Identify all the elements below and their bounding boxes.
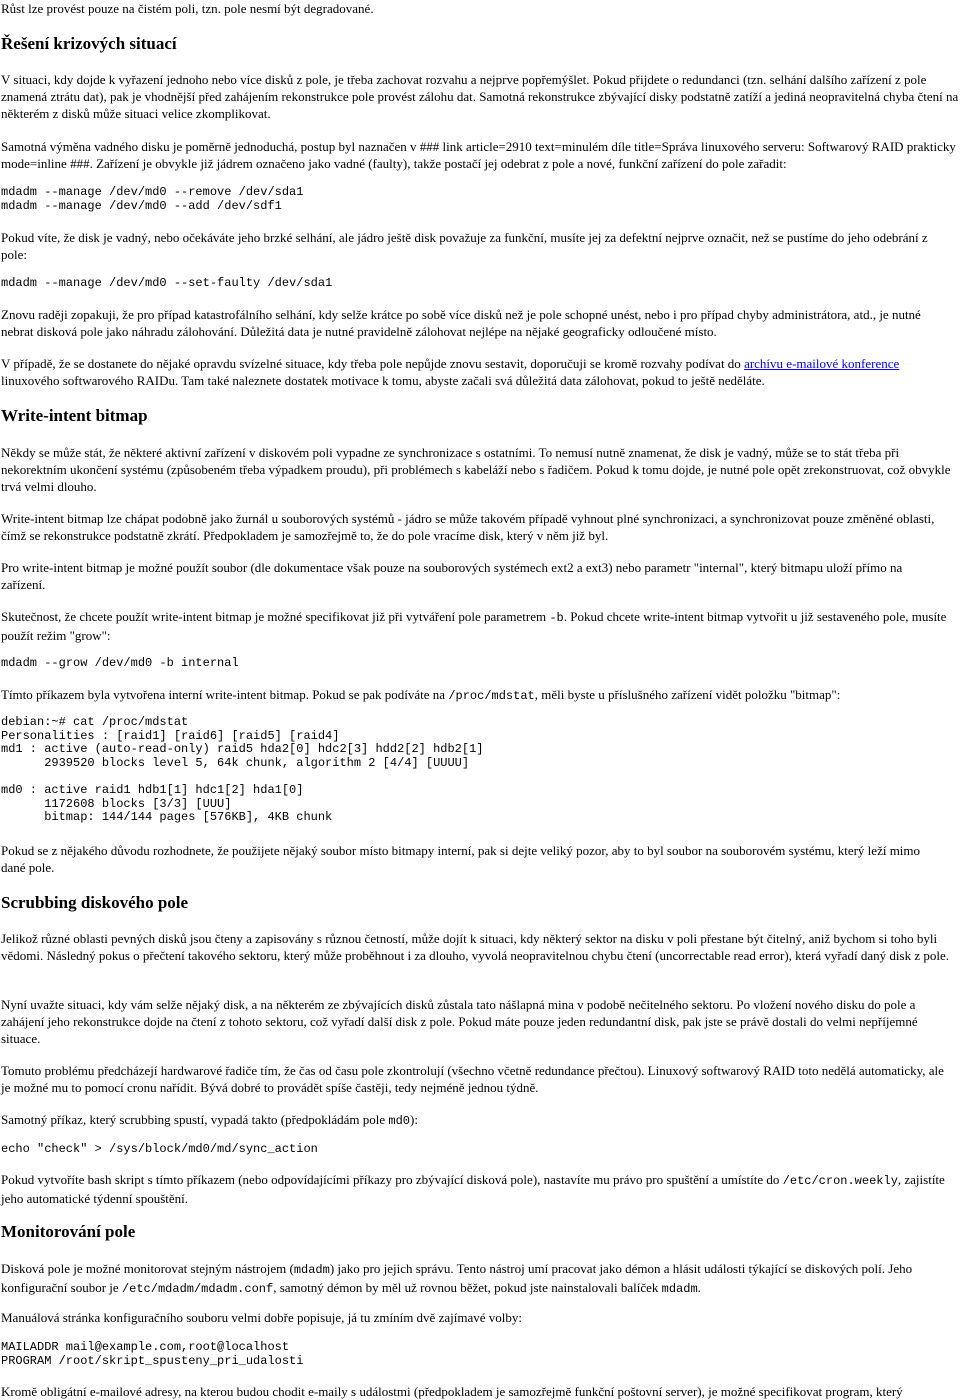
- paragraph-monitor-2: Manuálová stránka konfiguračního souboru velmi dobře popisuje, já tu zmíním dvě zajímavé volby:: [1, 1310, 522, 1325]
- inline-code: /etc/cron.weekly: [782, 1174, 898, 1188]
- code-mdstat-output: debian:~# cat /proc/mdstat Personalities : [raid1] [raid6] [raid5] [raid4] md1 : active (auto-read-only) raid5 hda2[0] hdc2[3] hdd2[2] hdb2[1] 2939520 blocks level 5, 64k chunk, algorithm 2 [4/4] [UUUU] md0 : active raid1 hdb1[1] hdc1[2] hda1[0] 1172608 blocks [3/3] [UUU] bitmap: 144/144 pages [576KB], 4KB chunk: [1, 715, 484, 825]
- paragraph-text: V případě, že se dostanete do nějaké opravdu svízelné situace, kdy třeba pole nepůjde znovu sestavit, doporučuji se kromě rozvahy podívat do: [1, 356, 745, 371]
- paragraph-bitmap-5: [1, 686, 951, 705]
- paragraph-text: linuxového softwarového RAIDu. Tam také naleznete dostatek motivace k tomu, abyste začali svá důležitá data zálohovat, pokud to ještě neděláte.: [1, 373, 765, 388]
- inline-code: /etc/mdadm/mdadm.conf: [121, 1282, 274, 1296]
- paragraph-scrub-3: Tomuto problému předcházejí hardwarové řadiče tím, že čas od času pole zkontrolují (všechno včetně redundance přečtou). Linuxový softwarový RAID toto nedělá automaticky, ale je možné mu to pomocí cronu nařídit. Bývá dobré to provádět spíše častěji, tedy nejméně jednou týdně.: [1, 1063, 944, 1095]
- paragraph-text: Disková pole je možné monitorovat stejným nástrojem (: [1, 1261, 294, 1276]
- heading-crisis: Řešení krizových situací: [1, 34, 177, 53]
- code-scrub-command: echo "check" > /sys/block/md0/md/sync_action: [1, 1142, 318, 1156]
- paragraph-crisis-2: Samotná výměna vadného disku je poměrně jednoduchá, postup byl naznačen v ### link article=2910 text=minulém díle title=Správa linuxového serveru: Softwarový RAID prakticky mode=inline ###. Zařízení je obvykle již jádrem označeno jako vadné (faulty), takže postačí jej odebrat z pole a nové, funkční zařízení do pole zařadit:: [1, 139, 956, 171]
- code-set-faulty: mdadm --manage /dev/md0 --set-faulty /dev/sda1: [1, 276, 333, 290]
- inline-code: md0: [388, 1114, 410, 1128]
- paragraph-bitmap-2: Write-intent bitmap lze chápat podobně jako žurnál u souborových systémů - jádro se může takovém případě vyhnout plné synchronizaci, a synchronizovat pouze změněné oblasti, čímž se rekonstrukce podstatně zkrátí. Předpokladem je samozřejmě to, že do pole vracíme disk, který v něm již byl.: [1, 511, 935, 543]
- paragraph-scrub-2: Nyní uvažte situaci, kdy vám selže nějaký disk, a na některém ze zbývajících disků zůstala tato nášlapná mina v podobě nečitelného sektoru. Po vložení nového disku do pole a zahájení jeho rekonstrukce dojde na čtení z tohoto sektoru, což vyřadí další disk z pole. Pokud máte pouze jeden redundantní disk, pak jste se právě dostali do velmi nepříjemné situace.: [1, 997, 918, 1046]
- paragraph-bitmap-4: [1, 608, 951, 644]
- paragraph-scrub-4: [1, 1111, 959, 1130]
- paragraph-crisis-4: Znovu raději zopakuji, že pro případ katastrofálního selhání, kdy selže krátce po sobě více disků než je pole schopné unést, nebo i pro případ chyby administrátora, atd., je nutné nebrat disková pole jako náhradu zálohování. Důležitá data je nutné pravidelně zálohovat nejlépe na nějaké geograficky odloučené místo.: [1, 307, 921, 339]
- paragraph-bitmap-3: Pro write-intent bitmap je možné použít soubor (dle dokumentace však pouze na souborových systémech ext2 a ext3) nebo parametr "internal", který bitmapu uloží přímo na zařízení.: [1, 560, 903, 592]
- paragraph-text: Samotný příkaz, který scrubbing spustí, vypadá takto (předpokládám pole: [1, 1112, 389, 1127]
- mailing-list-archive-link[interactable]: archívu e-mailové konference: [744, 356, 900, 371]
- inline-code: mdadm: [661, 1282, 698, 1296]
- heading-monitoring: Monitorování pole: [1, 1222, 136, 1241]
- code-grow-bitmap: mdadm --grow /dev/md0 -b internal: [1, 656, 239, 670]
- code-replace-disk: mdadm --manage /dev/md0 --remove /dev/sda1 mdadm --manage /dev/md0 --add /dev/sdf1: [1, 185, 304, 213]
- paragraph-grow-clean: Růst lze provést pouze na čistém poli, tzn. pole nesmí být degradované.: [1, 1, 374, 16]
- inline-code: -b: [549, 611, 564, 625]
- heading-write-intent-bitmap: Write-intent bitmap: [1, 406, 148, 425]
- paragraph-crisis-1: V situaci, kdy dojde k vyřazení jednoho nebo více disků z pole, je třeba zachovat rozvahu a nejprve popřemýšlet. Pokud přijdete o redundanci (tzn. selhání dalšího zařízení z pole znamená ztrátu dat), pak je vhodnější před zahájením rekonstrukce pole provést zálohu dat. Samotná rekonstrukce zbývající disky podstatně zatíží a jediná neopravitelná chyba čtení na některém z disků může situaci velice zkomplikovat.: [1, 72, 959, 121]
- paragraph-scrub-5: [1, 1171, 959, 1207]
- paragraph-text: .: [697, 1280, 701, 1295]
- inline-code: mdadm: [293, 1263, 330, 1277]
- paragraph-text: , samotný démon by měl už rovnou běžet, pokud jste nainstalovali balíček: [273, 1280, 662, 1295]
- paragraph-text: Skutečnost, že chcete použít write-intent bitmap je možné specifikovat již při vytváření pole parametrem: [1, 609, 550, 624]
- heading-scrubbing: Scrubbing diskového pole: [1, 893, 189, 912]
- paragraph-text: , zajistíte jeho automatické týdenní spouštění.: [1, 1172, 945, 1206]
- paragraph-crisis-3: Pokud víte, že disk je vadný, nebo očekáváte jeho brzké selhání, ale jádro ještě disk považuje za funkční, musíte jej za defektní nejprve označit, než se pustíme do jeho odebrání z pole:: [1, 230, 928, 262]
- paragraph-monitor-1: [1, 1260, 959, 1298]
- paragraph-text: Tímto příkazem byla vytvořena interní write-intent bitmap. Pokud se pak podíváte na: [1, 687, 449, 702]
- paragraph-bitmap-1: Někdy se může stát, že některé aktivní zařízení v diskovém poli vypadne ze synchronizace s ostatními. To nemusí nutně znamenat, že disk je vadný, může se to stát třeba při nekorektním ukončení systému (způsobeném třeba výpadkem proudu), při problémech s kabeláží nebo s řadičem. Pokud k tomu dojde, je nutné pole opět zrekonstruovat, což obvykle trvá velmi dlouho.: [1, 445, 951, 494]
- code-mdadm-conf: MAILADDR mail@example.com,root@localhost PROGRAM /root/skript_spusteny_pri_udalosti: [1, 1340, 304, 1368]
- inline-code: /proc/mdstat: [448, 689, 535, 703]
- paragraph-text: ):: [410, 1112, 418, 1127]
- paragraph-scrub-1: Jelikož různé oblasti pevných disků jsou čteny a zapisovány s různou četností, může dojít k situaci, kdy některý sektor na disku v poli přestane být čitelný, aniž bychom si toho byli vědomi. Následný pokus o přečtení takového sektoru, který může proběhnout i za dlouho, vyvolá neopravitelnou chybu čtení (uncorrectable read error), která vyřadí daný disk z pole.: [1, 931, 949, 963]
- paragraph-text: , měli byste u příslušného zařízení vidět položku "bitmap":: [534, 687, 841, 702]
- paragraph-text: . Pokud chcete write-intent bitmap vytvořit u již sestaveného pole, musíte použít režim "grow":: [1, 609, 947, 643]
- paragraph-text: ) jako pro jejich správu. Tento nástroj umí pracovat jako démon a hlásit události týkající se diskových polí. Jeho konfigurační soubor je: [1, 1261, 913, 1295]
- paragraph-bitmap-6: Pokud se z nějakého důvodu rozhodnete, že použijete nějaký soubor místo bitmapy interní, pak si dejte veliký pozor, aby to byl soubor na souborovém systému, který leží mimo dané pole.: [1, 843, 921, 875]
- paragraph-monitor-3: Kromě obligátní e-mailové adresy, na kterou budou chodit e-maily s událostmi (předpokladem je samozřejmě funkční poštovní server), je možné specifikovat program, který: [1, 1384, 903, 1399]
- paragraph-text: Pokud vytvoříte bash skript s tímto příkazem (nebo odpovídajícími příkazy pro zbývající disková pole), nastavíte mu právo pro spuštění a umístíte do: [1, 1172, 783, 1187]
- paragraph-crisis-5: [1, 355, 959, 389]
